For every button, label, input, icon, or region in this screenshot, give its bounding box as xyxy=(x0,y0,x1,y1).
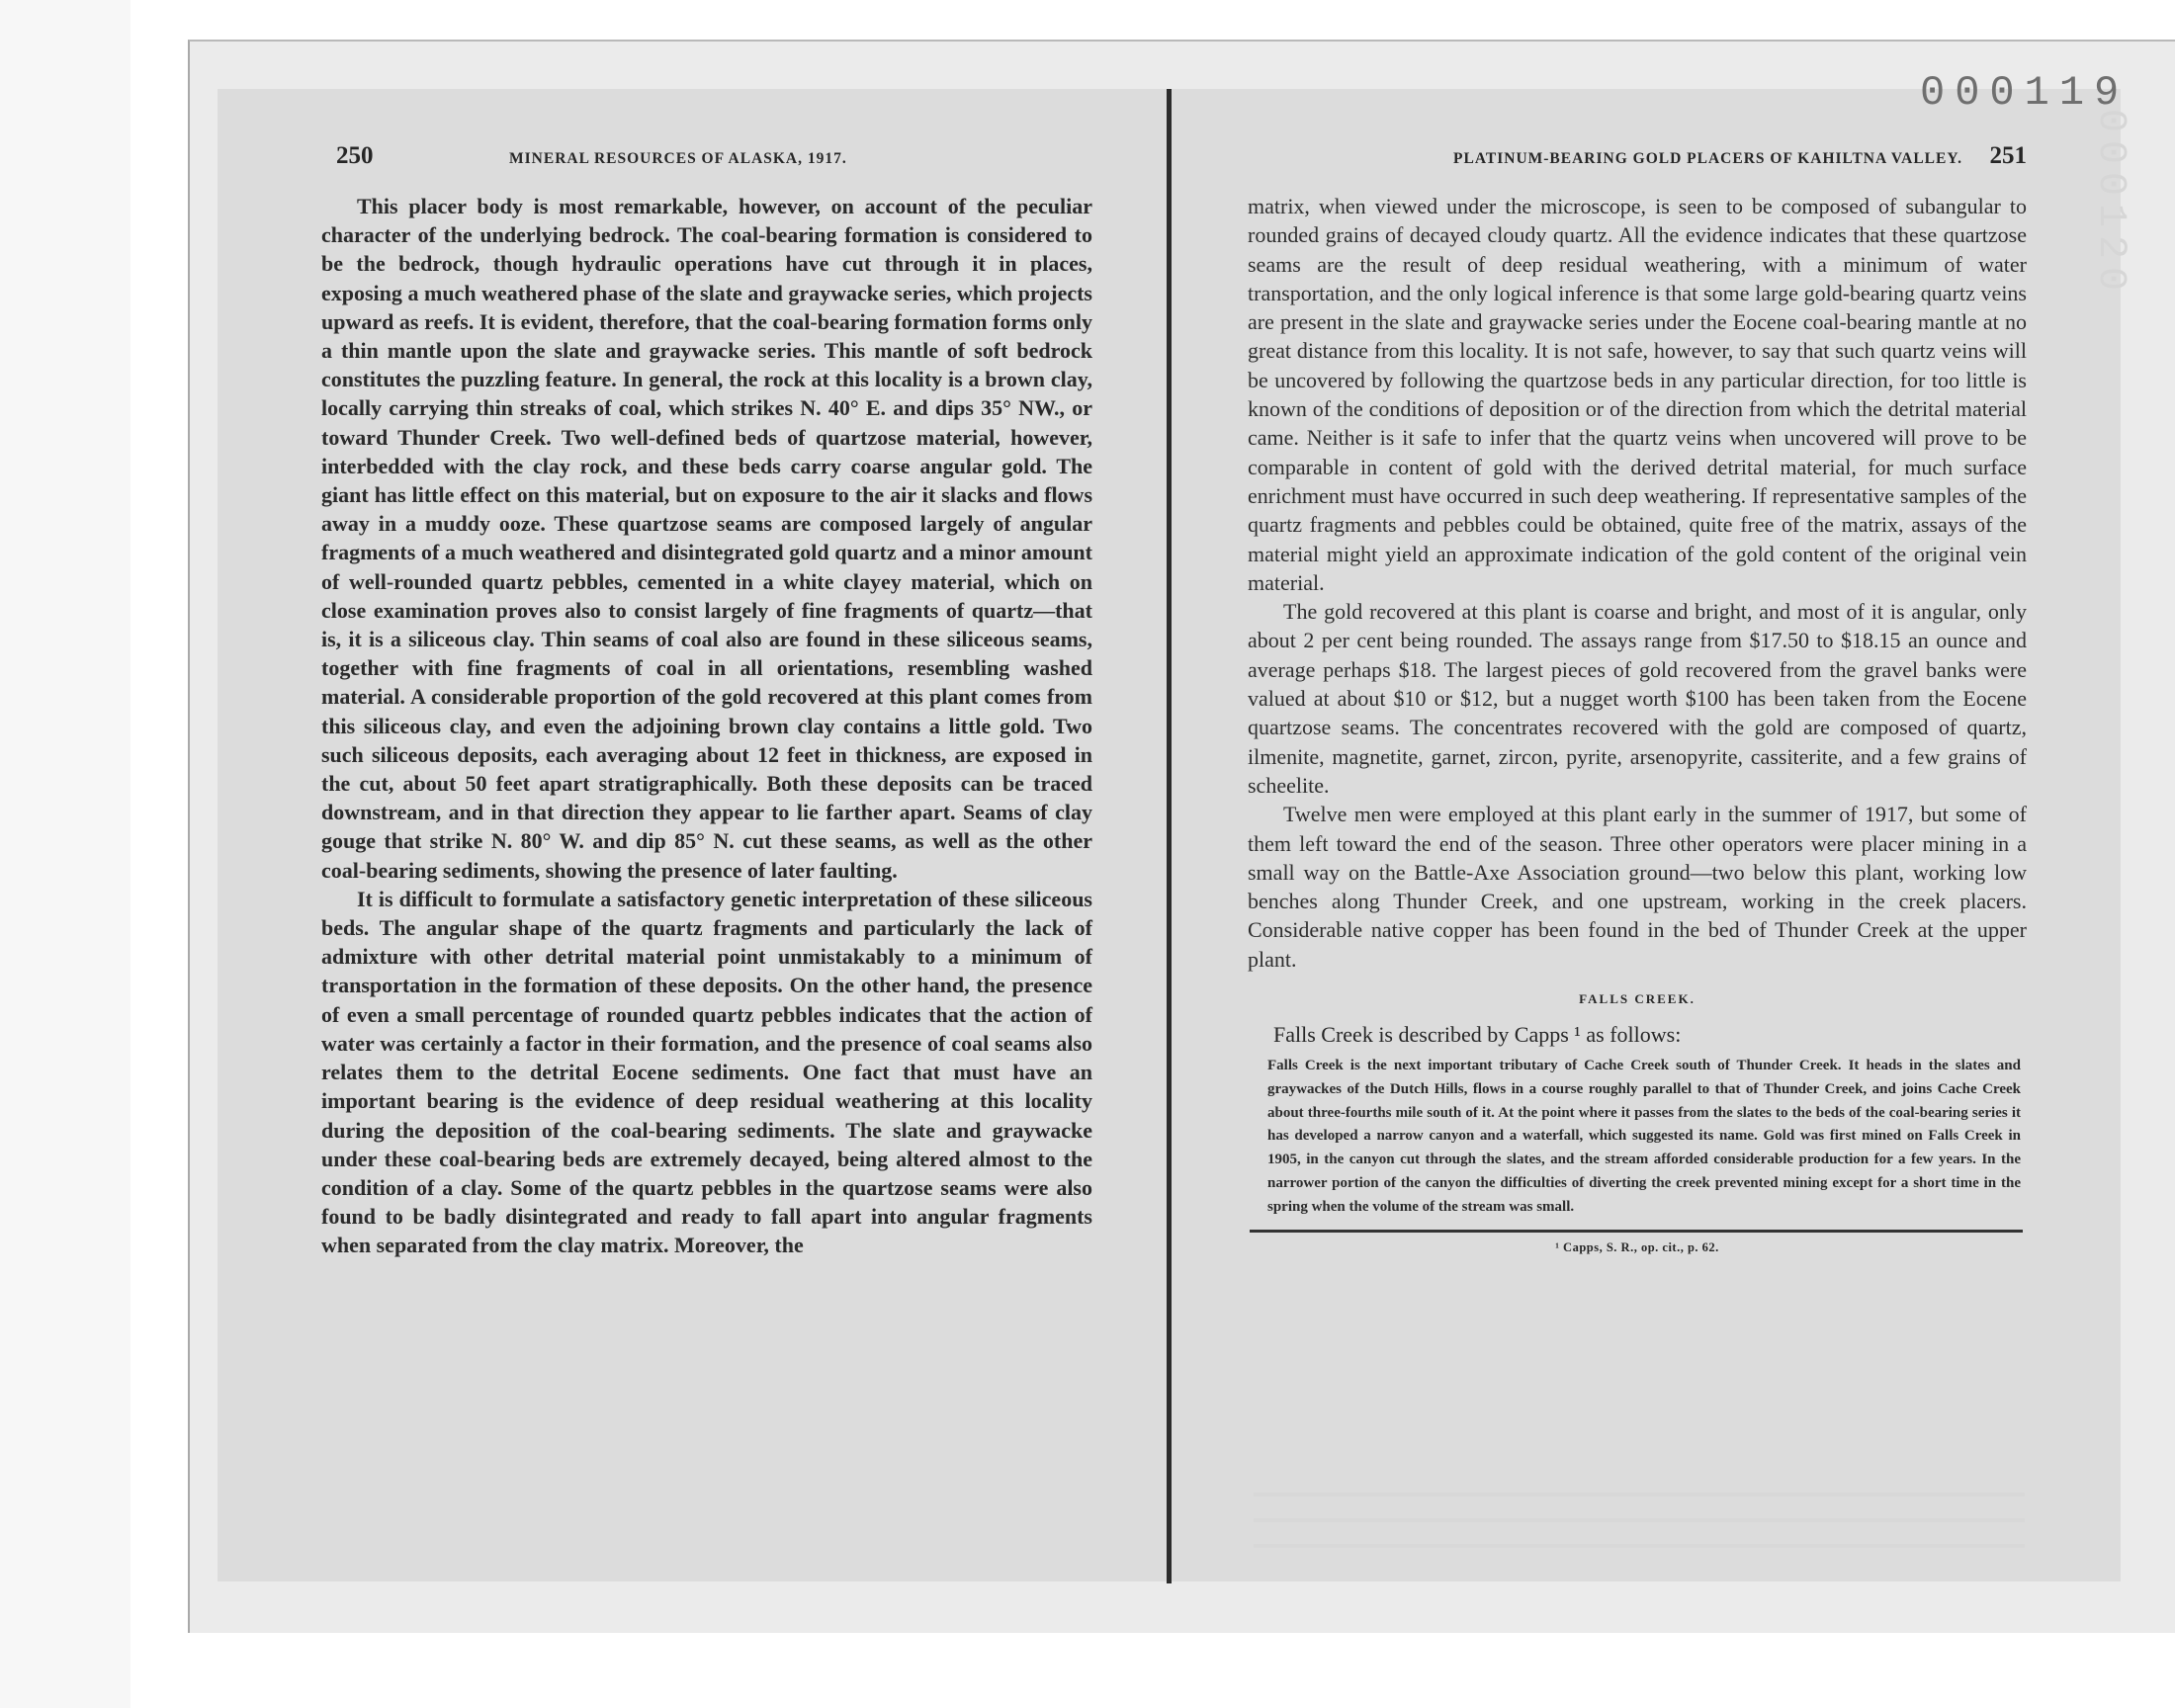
left-page xyxy=(321,138,1092,1260)
right-paragraph-gold: The gold recovered at this plant is coarse and bright, and most of it is angular, only about 2 per cent being rounded. The assays range from $17.50 to $18.15 an ounce and average perhaps $18. The largest pieces of gold recovered from the gravel banks were valued at about $10 or $12, but a nugget worth $100 has been taken from the Eocene quartzose seams. The concentrates recovered with the gold are composed of quartz, ilmenite, magnetite, garnet, zircon, pyrite, arsenopyrite, cassiterite, and a few grains of scheelite. xyxy=(1248,599,2027,798)
right-page xyxy=(1248,138,2027,1255)
left-running-head xyxy=(321,138,1092,178)
right-running-head xyxy=(1248,138,2027,178)
scanner-margin xyxy=(0,0,130,1708)
section-heading-falls-creek: FALLS CREEK. xyxy=(1579,991,1696,1007)
bleed-through-text xyxy=(1254,1471,2025,1560)
left-running-title: MINERAL RESOURCES OF ALASKA, 1917. xyxy=(509,150,847,167)
right-running-title: PLATINUM-BEARING GOLD PLACERS OF KAHILTNA VALLEY. xyxy=(1453,150,1962,167)
ghost-stamp-number: 000120 xyxy=(2088,109,2132,299)
right-continuation-paragraph: matrix, when viewed under the microscope, is seen to be composed of subangular to rounded grains of decayed cloudy quartz. All the evidence indicates that these quartzose seams are the result of deep residual weathering, with a minimum of water transportation, and the only logical inference is that some large gold-bearing quartz veins are present in the slate and graywacke series under the Eocene coal-bearing mantle at no great distance from this locality. It is not safe, however, to say that such quartz veins will be uncovered by following the quartzose beds in any particular direction, for too little is known of the conditions of deposition or of the direction from which the detrital material came. Neither is it safe to infer that the quartz veins when uncovered will prove to be comparable in content of gold with the derived detrital material, for much surface enrichment must have occurred in such deep weathering. If representative samples of the quartz fragments and pebbles could be obtained, quite free of the matrix, assays of the material might yield an approximate indication of the gold content of the original vein material. xyxy=(1248,194,2027,595)
right-page-number: 251 xyxy=(1989,142,2027,169)
book-gutter xyxy=(1167,89,1172,1583)
left-paragraph-1: This placer body is most remarkable, however, on account of the peculiar character of the underlying bedrock. The coal-bearing formation is considered to be the bedrock, though hydraulic operations have cut through it in places, exposing a much weathered phase of the slate and graywacke series, which projects upward as reefs. It is evident, therefore, that the coal-bearing formation forms only a thin mantle upon the slate and graywacke series. This mantle of soft bedrock constitutes the puzzling feature. In general, the rock at this locality is a brown clay, locally carrying thin streaks of coal, which strikes N. 40° E. and dips 35° NW., or toward Thunder Creek. Two well-defined beds of quartzose material, however, interbedded with the clay rock, and these beds carry coarse angular gold. The giant has little effect on this material, but on exposure to the air it slacks and flows away in a muddy ooze. These quartzose seams are composed largely of angular fragments of a much weathered and disintegrated gold quartz and a minor amount of well-rounded quartz pebbles, cemented in a white clayey material, which on close examination proves also to consist largely of fine fragments of quartz—that is, it is a siliceous clay. Thin seams of coal also are found in these siliceous seams, together with fine fragments of coal in all orientations, resembling washed material. A considerable proportion of the gold recovered at this plant comes from this siliceous clay, and even the adjoining brown clay contains a little gold. Two such siliceous deposits, each averaging about 12 feet in thickness, are exposed in the cut, about 50 feet apart stratigraphically. Both these deposits can be traced downstream, and in that direction they appear to lie farther apart. Seams of clay gouge that strike N. 80° W. and dip 85° N. cut these seams, as well as the other coal-bearing sediments, showing the presence of later faulting. xyxy=(321,194,1092,883)
footnote-divider xyxy=(1250,1230,2023,1233)
left-paragraph-2: It is difficult to formulate a satisfactory genetic interpretation of these siliceous beds. The angular shape of the quartz fragments and particularly the lack of admixture with other detrital material point unmistakably to a minimum of transportation in the formation of these deposits. On the other hand, the presence of even a small percentage of rounded quartz pebbles indicates that the action of water was certainly a factor in their formation, and the presence of coal seams also relates them to the detrital Eocene sediments. One fact that must have an important bearing is the evidence of deep residual weathering at this locality during the deposition of the coal-bearing sediments. The slate and graywacke under these coal-bearing beds are extremely decayed, being altered almost to the condition of a clay. Some of the quartz pebbles in the quartzose seams were also found to be badly disintegrated and ready to fall apart into angular fragments when separated from the clay matrix. Moreover, the xyxy=(321,886,1092,1258)
archive-stamp-number: 000119 xyxy=(1920,69,2130,117)
falls-creek-intro: Falls Creek is described by Capps ¹ as follows: xyxy=(1273,1022,1682,1048)
left-page-number: 250 xyxy=(336,142,374,169)
right-paragraph-operators: Twelve men were employed at this plant early in the summer of 1917, but some of them left toward the end of the season. Three other operators were placer mining in a small way on the Battle-Axe Association ground—two below this plant, working low benches along Thunder Creek, and one upstream, working in the creek placers. Considerable native copper has been found in the bed of Thunder Creek at the upper plant. xyxy=(1248,802,2027,972)
capps-quotation: Falls Creek is the next important tributary of Cache Creek south of Thunder Creek. It heads in the slates and graywackes of the Dutch Hills, flows in a course roughly parallel to that of Thunder Creek, and joins Cache Creek about three-fourths mile south of it. At the point where it passes from the slates to the beds of the coal-bearing series it has developed a narrow canyon and a waterfall, which suggested its name. Gold was first mined on Falls Creek in 1905, in the canyon cut through the slates, and the stream afforded considerable production for a few years. In the narrower portion of the canyon the difficulties of diverting the creek prevented mining except for a short time in the spring when the volume of the stream was small. xyxy=(1267,1058,2021,1215)
footnote-capps: ¹ Capps, S. R., op. cit., p. 62. xyxy=(1555,1239,1719,1254)
